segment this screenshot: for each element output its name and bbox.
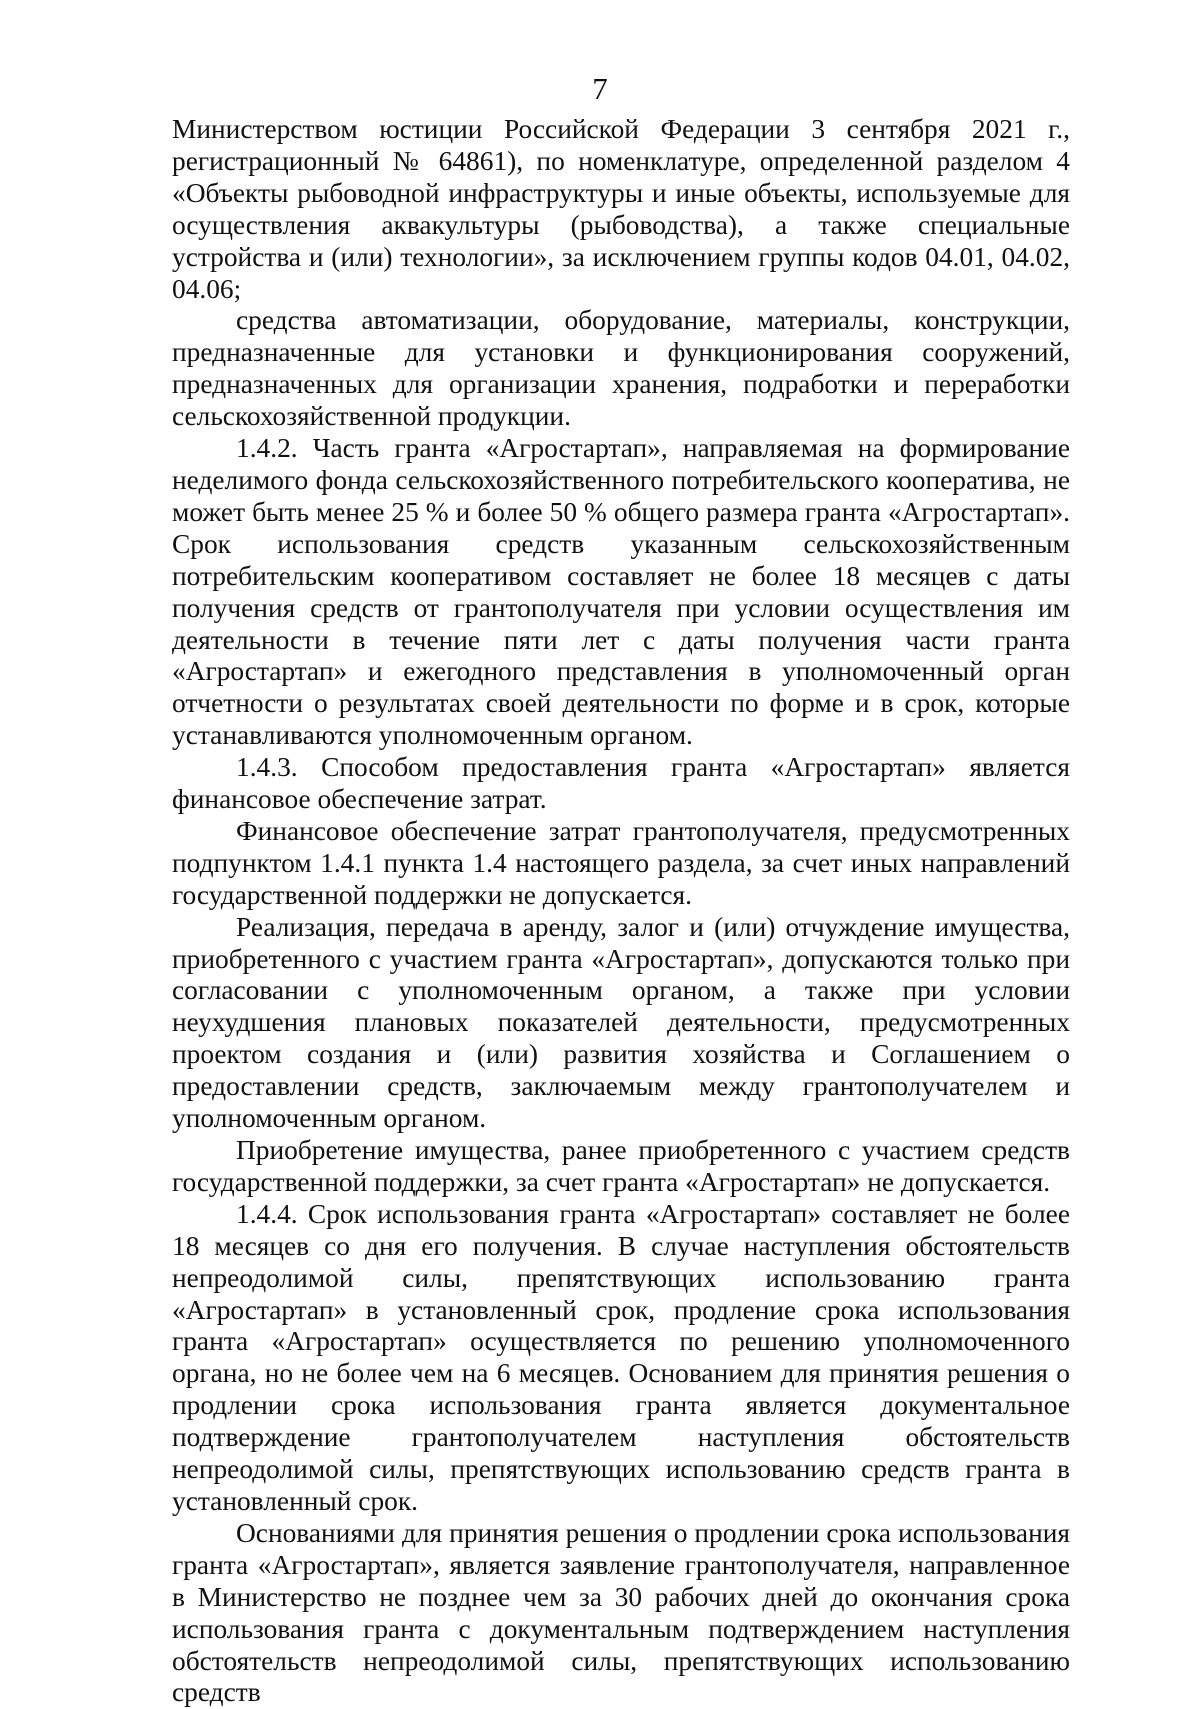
paragraph-1-4-3: 1.4.3. Способом предоставления гранта «Агростартап» является финансовое обеспечение затрат. — [172, 752, 1070, 815]
paragraph-1-4-2: 1.4.2. Часть гранта «Агростартап», направляемая на формирование неделимого фонда сельскохозяйственного потребительского кооператива, не может быть менее 25 % и более 50 % общего размера гранта «Агростартап». Срок использования средств указанным сельскохозяйственным потребительским кооперативом составляет не более 18 месяцев с даты получения средств от грантополучателя при условии осуществления им деятельности в течение пяти лет с даты получения части гранта «Агростартап» и ежегодного представления в уполномоченный орган отчетности о результатах своей деятельности по форме и в срок, которые устанавливаются уполномоченным органом. — [172, 433, 1070, 751]
paragraph-1-4-4: 1.4.4. Срок использования гранта «Агростартап» составляет не более 18 месяцев со дня его получения. В случае наступления обстоятельств непреодолимой силы, препятствующих использованию гранта «Агростартап» в установленный срок, продление срока использования гранта «Агростартап» осуществляется по решению уполномоченного органа, но не более чем на 6 месяцев. Основанием для принятия решения о продлении срока использования гранта является документальное подтверждение грантополучателем наступления обстоятельств непреодолимой силы, препятствующих использованию средств гранта в установленный срок. — [172, 1198, 1070, 1516]
paragraph-property-acquisition: Приобретение имущества, ранее приобретенного с участием средств государственной поддержки, за счет гранта «Агростартап» не допускается. — [172, 1135, 1070, 1197]
paragraph-continuation: Министерством юстиции Российской Федерации 3 сентября 2021 г., регистрационный № 64861), по номенклатуре, определенной разделом 4 «Объекты рыбоводной инфраструктуры и иные объекты, используемые для осуществления аквакультуры (рыбоводства), а также специальные устройства и (или) технологии», за исключением группы кодов 04.01, 04.02, 04.06; — [172, 114, 1070, 304]
page-number: 7 — [592, 71, 608, 106]
document-body — [172, 114, 1070, 1709]
paragraph-property-disposal: Реализация, передача в аренду, залог и (или) отчуждение имущества, приобретенного с участием гранта «Агростартап», допускаются только при согласовании с уполномоченным органом, а также при условии неухудшения плановых показателей деятельности, предусмотренных проектом создания и (или) развития хозяйства и Соглашением о предоставлении средств, заключаемым между грантополучателем и уполномоченным органом. — [172, 911, 1070, 1134]
paragraph-extension-grounds: Основаниями для принятия решения о продлении срока использования гранта «Агростартап», является заявление грантополучателя, направленное в Министерство не позднее чем за 30 рабочих дней до окончания срока использования гранта с документальным подтверждением наступления обстоятельств непреодолимой силы, препятствующих использованию средств — [172, 1517, 1070, 1708]
paragraph-financial-support: Финансовое обеспечение затрат грантополучателя, предусмотренных подпунктом 1.4.1 пункта 1.4 настоящего раздела, за счет иных направлений государственной поддержки не допускается. — [172, 815, 1070, 910]
paragraph-automation-equipment: средства автоматизации, оборудование, материалы, конструкции, предназначенные для установки и функционирования сооружений, предназначенных для организации хранения, подработки и переработки сельскохозяйственной продукции. — [172, 305, 1070, 432]
